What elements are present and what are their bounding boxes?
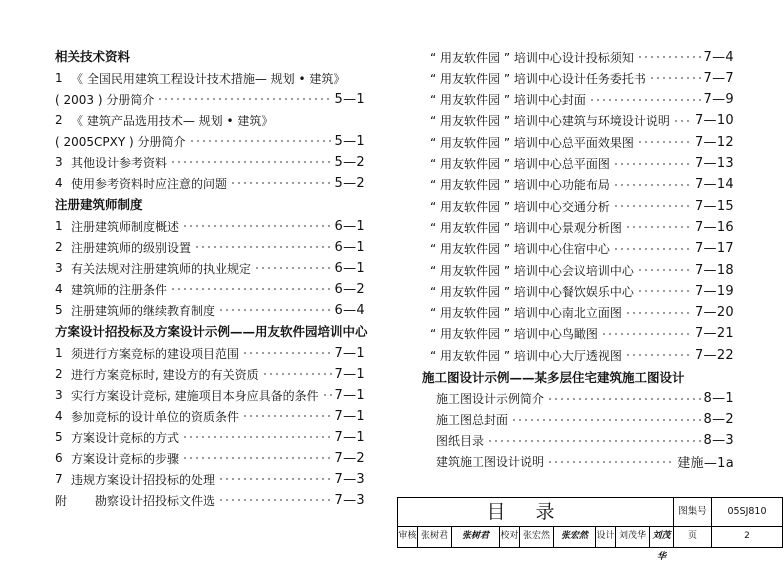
entry-page: 5—1 [334, 133, 365, 149]
entry-number: 2 [55, 240, 63, 254]
entry-page: 建施—1a [677, 456, 734, 471]
entry-page: 7—10 [694, 113, 734, 129]
dot-leader [254, 266, 332, 270]
dot-leader [242, 351, 332, 355]
dot-leader [218, 477, 332, 481]
toc-entry [430, 280, 734, 302]
atlas-number-label: 图集号 [674, 498, 712, 526]
entry-page: 7—3 [334, 471, 365, 487]
entry-title: “ 用友软件园 ” 培训中心餐饮娱乐中心 [430, 284, 634, 299]
entry-page: 7—15 [694, 198, 734, 214]
toc-entry [55, 342, 365, 364]
entry-page: 7—20 [694, 305, 734, 321]
entry-page: 7—22 [694, 347, 734, 363]
entry-title: ( 2005CPXY ) 分册简介 [55, 134, 186, 149]
entry-number: 1 [55, 219, 63, 233]
section-heading: 注册建筑师制度 [55, 197, 143, 212]
entry-number: 4 [55, 409, 63, 423]
entry-title: “ 用友软件园 ” 培训中心景观分析图 [430, 220, 622, 235]
entry-number: 2 [55, 367, 63, 381]
entry-number: 1 [55, 346, 63, 360]
entry-page: 7—7 [703, 70, 734, 86]
entry-title: 方案设计竞标的步骤 [71, 451, 180, 466]
toc-entry [430, 110, 734, 132]
dot-leader [182, 224, 332, 228]
title-block-row-1 [398, 498, 782, 527]
entry-title: 有关法规对注册建筑师的执业规定 [71, 261, 252, 276]
entry-title: “ 用友软件园 ” 培训中心功能布局 [430, 178, 610, 193]
dot-leader [230, 181, 332, 185]
dot-leader [613, 183, 692, 187]
dot-leader [625, 353, 692, 357]
entry-title: 施工图设计示例简介 [436, 392, 545, 406]
dot-leader [194, 245, 332, 249]
entry-number: 2 [55, 113, 63, 127]
entry-number: 4 [55, 282, 63, 296]
entry-page: 7—16 [694, 219, 734, 235]
entry-title: 注册建筑师的继续教育制度 [71, 303, 216, 318]
entry-title: “ 用友软件园 ” 培训中心交通分析 [430, 199, 610, 214]
entry-title: “ 用友软件园 ” 培训中心设计投标须知 [430, 50, 634, 65]
check-label: 校对 [500, 526, 520, 547]
toc-entry [430, 46, 734, 68]
toc-entry [430, 388, 734, 410]
entry-title: “ 用友软件园 ” 培训中心南北立面图 [430, 306, 622, 321]
toc-entry [55, 447, 365, 469]
entry-page: 6—4 [334, 302, 365, 318]
dot-leader [613, 247, 692, 251]
toc-entry [430, 216, 734, 238]
entry-title: 施工图总封面 [436, 413, 509, 427]
toc-entry [430, 430, 734, 452]
entry-title: 违规方案设计招投标的处理 [71, 472, 216, 487]
entry-title: 参加竞标的设计单位的资质条件 [71, 409, 240, 424]
dot-leader [511, 418, 701, 422]
entry-page: 8—1 [703, 391, 734, 406]
dot-leader [637, 140, 692, 144]
entry-page: 7—1 [334, 408, 365, 424]
entry-page: 7—17 [694, 241, 734, 257]
entry-title: 注册建筑师制度概述 [71, 219, 180, 234]
dot-leader [637, 55, 701, 59]
entry-page: 7—14 [694, 177, 734, 193]
toc-entry [55, 363, 365, 385]
toc-entry [55, 426, 365, 448]
dot-leader [157, 97, 331, 101]
design-label: 设计 [596, 526, 616, 547]
entry-number: 7 [55, 472, 63, 486]
dot-leader [170, 287, 332, 291]
entry-title: 建筑施工图设计说明 [436, 455, 545, 469]
entry-page: 6—1 [334, 239, 365, 255]
entry-page: 7—3 [334, 492, 365, 508]
toc-entry [430, 195, 734, 217]
entry-page: 7—1 [334, 387, 365, 403]
section-heading: 方案设计招投标及方案设计示例——用友软件园培训中心 [55, 324, 368, 339]
dot-leader [182, 456, 332, 460]
dot-leader [547, 397, 701, 401]
entry-page: 7—21 [694, 326, 734, 342]
entry-page: 7—18 [694, 262, 734, 278]
entry-title: 进行方案竞标时, 建设方的有关资质 [71, 367, 259, 382]
entry-title: “ 用友软件园 ” 培训中心封面 [430, 93, 586, 108]
dot-leader [170, 160, 332, 164]
entry-title: “ 用友软件园 ” 培训中心总平面图 [430, 157, 610, 171]
toc-entry [430, 323, 734, 345]
toc-entry [55, 257, 365, 279]
entry-title: 方案设计竞标的方式 [71, 430, 180, 445]
toc-entry [430, 131, 734, 153]
entry-number: 4 [55, 176, 63, 190]
entry-title: “ 用友软件园 ” 培训中心设计任务委托书 [430, 71, 646, 86]
entry-title: “ 用友软件园 ” 培训中心建筑与环境设计说明 [430, 114, 670, 129]
entry-page: 7—1 [334, 429, 365, 445]
section-heading: 相关技术资料 [55, 49, 131, 64]
entry-page: 7—12 [694, 134, 734, 150]
dot-leader [547, 460, 674, 464]
entry-title: “ 用友软件园 ” 培训中心会议培训中心 [430, 263, 634, 278]
toc-entry [55, 172, 365, 194]
entry-title: “ 用友软件园 ” 培训中心大厅透视图 [430, 348, 622, 363]
toc-entry [430, 174, 734, 196]
entry-title: 实行方案设计竞标, 建施项目本身应具备的条件 [71, 388, 319, 403]
toc-entry [430, 344, 734, 366]
toc-entry [55, 109, 365, 131]
entry-page: 5—1 [334, 91, 365, 107]
entry-page: 6—2 [334, 281, 365, 297]
toc-entry [430, 89, 734, 111]
entry-page: 5—2 [334, 175, 365, 191]
toc-entry [430, 409, 734, 431]
toc-entry [430, 451, 734, 473]
title-block-row-2 [398, 526, 782, 562]
toc-entry [55, 236, 365, 258]
reviewer-signature: 张树君 [452, 526, 500, 547]
entry-page: 7—2 [334, 450, 365, 466]
entry-title: 建筑师的注册条件 [71, 282, 168, 297]
entry-page: 6—1 [334, 260, 365, 276]
entry-title: 《 建筑产品选用技术— 规划 • 建筑》 [71, 113, 274, 128]
entry-number: 1 [55, 71, 63, 85]
entry-title: “ 用友软件园 ” 培训中心鸟瞰图 [430, 327, 598, 342]
entry-title: “ 用友软件园 ” 培训中心总平面效果图 [430, 135, 634, 150]
entry-page: 8—3 [703, 433, 734, 448]
dot-leader [487, 439, 701, 443]
title-block [397, 497, 783, 562]
toc-entry [55, 151, 365, 173]
entry-number: 附 [55, 493, 68, 508]
entry-page: 6—1 [334, 218, 365, 234]
entry-title: 勘察设计招投标文件选 [95, 493, 216, 508]
entry-title: 使用参考资料时应注意的问题 [71, 176, 228, 191]
designer-signature: 刘茂华 [650, 526, 674, 547]
toc-entry [55, 278, 365, 300]
entry-title: 其他设计参考资料 [71, 155, 168, 170]
entry-page: 7—19 [694, 283, 734, 299]
entry-number: 3 [55, 155, 63, 169]
dot-leader [182, 435, 332, 439]
entry-page: 8—2 [703, 412, 734, 427]
entry-page: 5—2 [334, 154, 365, 170]
entry-page: 7—9 [703, 92, 734, 108]
entry-title: 须进行方案竞标的建设项目范围 [71, 346, 240, 361]
toc-entry [430, 238, 734, 260]
entry-number: 3 [55, 261, 63, 275]
dot-leader [262, 372, 332, 376]
toc-entry [55, 384, 365, 406]
dot-leader [189, 139, 332, 143]
entry-page: 7—1 [334, 366, 365, 382]
section-heading: 施工图设计示例——某多层住宅建筑施工图设计 [422, 369, 685, 385]
drawing-title: 目录 [398, 498, 674, 526]
toc-entry [430, 302, 734, 324]
entry-page: 7—4 [703, 49, 734, 65]
dot-leader [322, 393, 332, 397]
designer-name: 刘茂华 [616, 526, 650, 547]
entry-title: ( 2003 ) 分册简介 [55, 92, 155, 107]
dot-leader [613, 204, 692, 208]
entry-number: 6 [55, 451, 63, 465]
toc-entry [430, 259, 734, 281]
dot-leader [601, 332, 692, 336]
toc-entry [55, 299, 365, 321]
toc-entry [55, 468, 365, 490]
entry-page: 7—13 [694, 156, 734, 171]
dot-leader [218, 308, 332, 312]
dot-leader [637, 268, 692, 272]
entry-number: 5 [55, 430, 63, 444]
page-label: 页 [674, 526, 712, 547]
checker-name: 张宏然 [520, 526, 554, 547]
dot-leader [242, 414, 332, 418]
entry-title: 注册建筑师的级别设置 [71, 240, 192, 255]
dot-leader [673, 119, 692, 123]
toc-entry [55, 405, 365, 427]
entry-number: 5 [55, 303, 63, 317]
toc-entry [430, 153, 734, 175]
toc-entry [55, 215, 365, 237]
dot-leader [625, 225, 692, 229]
toc-entry [55, 67, 365, 89]
dot-leader [218, 498, 332, 502]
atlas-number: 05SJ810 [727, 506, 767, 517]
toc-entry [55, 130, 365, 152]
checker-signature: 张宏然 [554, 526, 596, 547]
entry-title: 图纸目录 [436, 434, 485, 448]
dot-leader [589, 98, 701, 102]
dot-leader [637, 289, 692, 293]
dot-leader [613, 162, 692, 166]
entry-page: 7—1 [334, 345, 365, 361]
entry-title: 《 全国民用建筑工程设计技术措施— 规划 • 建筑》 [71, 71, 346, 86]
review-label: 审核 [398, 526, 418, 547]
toc-entry [55, 489, 365, 511]
reviewer-name: 张树君 [418, 526, 452, 547]
toc-entry [55, 88, 365, 110]
toc-entry [430, 67, 734, 89]
dot-leader [649, 76, 701, 80]
page-number: 2 [744, 531, 750, 541]
entry-number: 3 [55, 388, 63, 402]
entry-title: “ 用友软件园 ” 培训中心住宿中心 [430, 242, 610, 257]
dot-leader [625, 311, 692, 315]
